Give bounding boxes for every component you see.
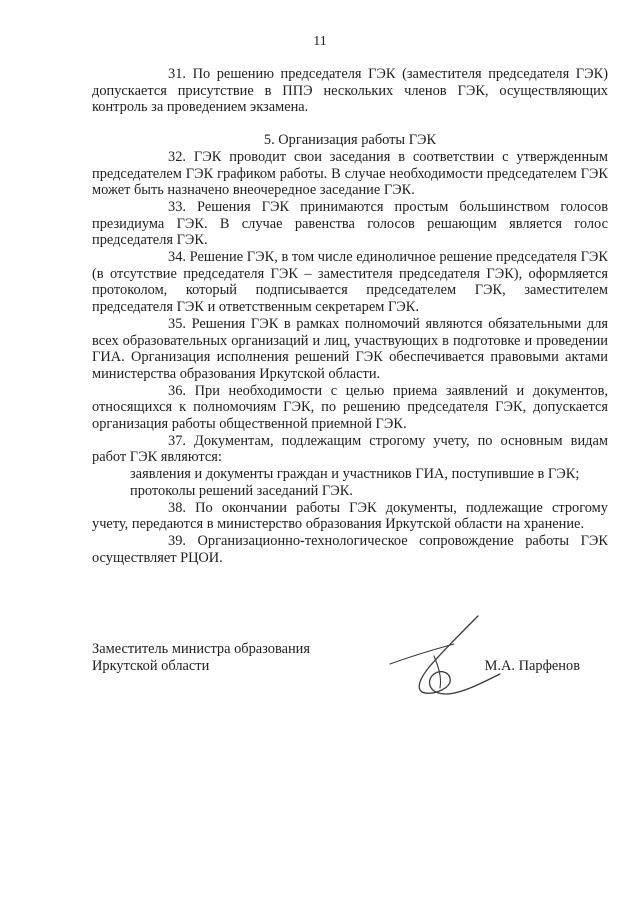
paragraph-number: 31. (168, 66, 186, 82)
paragraph-number: 35. (168, 315, 186, 332)
list-item: заявления и документы граждан и участников ГИА, поступившие в ГЭК; (130, 466, 580, 483)
paragraph-text: Организационно-технологическое сопровождение работы ГЭК осуществляет РЦОИ. (92, 532, 608, 566)
paragraph-number: 34. (168, 249, 186, 266)
paragraph-38 (92, 500, 608, 533)
section-heading: 5. Организация работы ГЭК (263, 132, 437, 149)
signature-block (92, 641, 608, 675)
paragraph-text: По окончании работы ГЭК документы, подлежащие строгому учету, передаются в министерство образования Иркутской области на хранение. (92, 499, 608, 533)
paragraph-39 (92, 533, 608, 566)
paragraph-number: 37. (168, 432, 186, 449)
paragraph-text: Решения ГЭК принимаются простым большинством голосов президиума ГЭК. В случае равенства голосов решающим является голос председателя ГЭК. (92, 198, 608, 249)
paragraph-text: Документам, подлежащим строгому учету, по основным видам работ ГЭК являются: (92, 432, 608, 466)
paragraph-34 (92, 249, 608, 316)
paragraph-32 (92, 149, 608, 199)
paragraph-number: 32. (168, 148, 186, 165)
paragraph-33 (92, 199, 608, 249)
paragraph-37 (92, 433, 608, 466)
paragraph-number: 36. (168, 382, 186, 399)
paragraph-number: 38. (168, 499, 186, 516)
list-item: протоколы решений заседаний ГЭК. (130, 482, 353, 499)
paragraph-text: ГЭК проводит свои заседания в соответствии с утвержденным председателем ГЭК графиком работы. В случае необходимости председателем ГЭК может быть назначено внеочередное заседание ГЭК. (92, 148, 608, 199)
signatory-region: Иркутской области (92, 658, 210, 674)
paragraph-text: При необходимости с целью приема заявлений и документов, относящихся к полномочиям ГЭК, по решению председателя ГЭК, допускается организация работы общественной приемной ГЭК. (92, 382, 608, 433)
signatory-name: М.А. Парфенов (484, 658, 580, 674)
paragraph-36 (92, 383, 608, 433)
paragraph-text: По решению председателя ГЭК (заместителя председателя ГЭК) допускается присутствие в ППЭ нескольких членов ГЭК, осуществляющих контроль за проведением экзамена. (92, 66, 608, 116)
signatory-position: Заместитель министра образования (92, 641, 310, 657)
document-body (92, 66, 608, 566)
paragraph-31 (92, 66, 608, 116)
paragraph-text: Решение ГЭК, в том числе единоличное решение председателя ГЭК (в отсутствие председателя ГЭК – заместителя председателя ГЭК), оформляется протоколом, который подписывается председателем ГЭК, заместителем председателя ГЭК и ответственным секретарем ГЭК. (92, 249, 608, 316)
paragraph-text: Решения ГЭК в рамках полномочий являются обязательными для всех образовательных организаций и лиц, участвующих в подготовке и проведении ГИА. Организация исполнения решений ГЭК обеспечивается правовыми актами министерства образования Иркутской области. (92, 315, 608, 382)
page-number: 11 (313, 34, 327, 49)
paragraph-35 (92, 316, 608, 383)
paragraph-number: 33. (168, 198, 186, 215)
spacer (92, 116, 608, 132)
paragraph-number: 39. (168, 532, 186, 549)
